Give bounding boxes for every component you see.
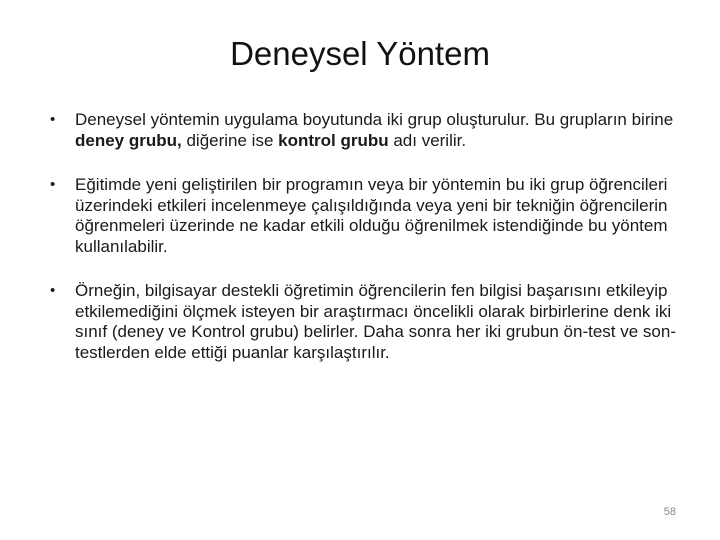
bullet-item-2 [50, 175, 690, 257]
bullet-text: Eğitimde yeni geliştirilen bir programın veya bir yöntemin bu iki grup öğrencileri üzerindeki etkileri incelenmeye çalışıldığında veya yeni bir tekniğin öğrencilerin öğrenmeleri üzerinde ne kadar etkili olduğu öğrenilmek istendiğinde bu yöntem kullanılabilir. [75, 175, 668, 256]
slide-title: Deneysel Yöntem [230, 35, 490, 72]
bullet-text: diğerine ise [181, 130, 279, 150]
bullet-text: Deneysel yöntemin uygulama boyutunda iki grup oluşturulur. Bu grupların birine [75, 110, 674, 129]
bullet-icon: • [50, 282, 56, 299]
bold-term-deney-grubu: deney grubu, [75, 130, 182, 150]
bullet-list [50, 110, 690, 363]
page-number: 58 [663, 506, 676, 518]
bullet-text: Örneğin, bilgisayar destekli öğretimin öğrencilerin fen bilgisi başarısını etkileyip etkilemediğini ölçmek isteyen bir araştırmacı öncelikli olarak birbirlerine denk iki sınıf (deney ve Kontrol grubu) belirler. Daha sonra her iki grubun ön-test ve son-testlerden elde ettiği puanlar karşılaştırılır. [75, 281, 676, 362]
bullet-icon: • [50, 111, 56, 128]
bold-term-kontrol-grubu: kontrol grubu [278, 130, 389, 150]
bullet-text: adı verilir. [388, 130, 467, 150]
bullet-item-3 [50, 281, 690, 363]
bullet-item-1 [50, 110, 690, 151]
bullet-icon: • [50, 176, 56, 193]
